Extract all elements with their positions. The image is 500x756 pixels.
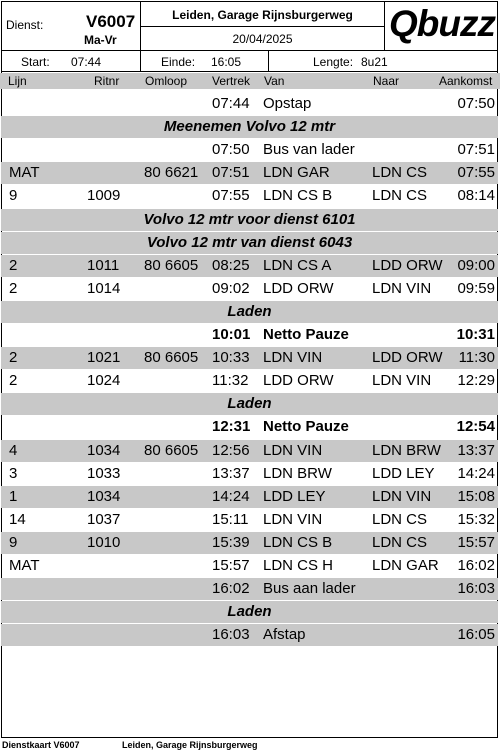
cell-aankomst: 10:31 — [456, 326, 495, 343]
table-row — [1, 162, 498, 184]
section-banner — [1, 601, 498, 623]
table-row — [1, 255, 498, 277]
info-row — [1, 51, 498, 71]
cell-vertrek: 15:11 — [212, 510, 249, 528]
cell-van: Bus van lader — [263, 141, 355, 159]
column-header-van: Van — [264, 74, 285, 88]
cell-aankomst: 07:50 — [457, 95, 495, 112]
cell-van: LDN VIN — [263, 510, 323, 528]
lengte-value: 8u21 — [361, 55, 388, 69]
section-banner — [1, 209, 498, 231]
cell-ritnr: 1009 — [87, 187, 121, 205]
cell-vertrek: 12:56 — [212, 441, 250, 459]
cell-van: Netto Pauze — [263, 326, 349, 343]
cell-aankomst: 11:30 — [458, 349, 495, 367]
table-row — [1, 532, 498, 554]
cell-ritnr: 1014 — [87, 279, 121, 297]
dienst-days: Ma-Vr — [84, 33, 117, 47]
table-row — [1, 93, 498, 115]
column-header-ritnr: Ritnr — [94, 74, 120, 88]
section-banner — [1, 393, 498, 415]
table-row — [1, 463, 498, 485]
table-row — [1, 347, 498, 369]
cell-omloop: 80 6621 — [144, 164, 199, 182]
cell-omloop: 80 6605 — [144, 441, 199, 459]
start-value: 07:44 — [71, 55, 102, 69]
column-header-lijn: Lijn — [8, 74, 27, 88]
divider — [140, 51, 141, 71]
date: 20/04/2025 — [232, 32, 293, 46]
footer-right: Leiden, Garage Rijnsburgerweg — [122, 740, 258, 750]
cell-aankomst: 07:51 — [457, 141, 495, 159]
column-header-naar: Naar — [373, 74, 400, 88]
cell-vertrek: 16:02 — [212, 580, 250, 598]
dienst-code: V6007 — [86, 12, 136, 31]
divider — [268, 51, 269, 71]
dienst-label: Dienst: — [6, 18, 44, 32]
cell-ritnr: 1021 — [87, 349, 121, 367]
location-title: Leiden, Garage Rijnsburgerweg — [172, 8, 353, 22]
table-row — [1, 324, 498, 346]
cell-lijn: 3 — [9, 464, 18, 482]
start-label: Start: — [21, 55, 50, 69]
column-header-aankomst: Aankomst — [439, 74, 493, 88]
cell-aankomst: 16:02 — [457, 557, 495, 574]
divider — [140, 26, 384, 27]
divider — [1, 71, 498, 72]
divider — [384, 1, 385, 50]
cell-lijn: 2 — [9, 349, 18, 367]
cell-vertrek: 14:24 — [212, 487, 250, 505]
cell-van: Afstap — [263, 626, 306, 644]
cell-aankomst: 16:03 — [457, 580, 495, 598]
cell-vertrek: 10:33 — [212, 349, 250, 367]
cell-lijn: 4 — [9, 441, 18, 459]
cell-van: Opstap — [263, 95, 312, 112]
table-row — [1, 370, 498, 392]
banner-text: Meenemen Volvo 12 mtr — [163, 118, 336, 136]
banner-text: Volvo 12 mtr voor dienst 6101 — [143, 210, 356, 228]
cell-naar: LDN CS — [372, 164, 428, 182]
cell-van: LDN VIN — [263, 349, 323, 367]
cell-van: LDN BRW — [263, 464, 332, 482]
column-header-omloop: Omloop — [145, 74, 188, 88]
cell-aankomst: 09:59 — [457, 279, 495, 297]
banner-text: Laden — [227, 302, 272, 320]
cell-van: LDN CS A — [263, 256, 332, 274]
table-row — [1, 624, 498, 646]
banner-text: Laden — [227, 603, 272, 621]
cell-naar: LDN GAR — [372, 557, 439, 574]
section-banner — [1, 301, 498, 323]
cell-aankomst: 16:05 — [457, 626, 495, 644]
cell-naar: LDD ORW — [372, 349, 443, 367]
cell-vertrek: 08:25 — [212, 256, 250, 274]
cell-van: LDN CS H — [263, 557, 334, 574]
cell-aankomst: 15:32 — [457, 510, 495, 528]
cell-van: LDD ORW — [263, 279, 334, 297]
cell-van: LDN CS B — [263, 187, 333, 205]
cell-aankomst: 14:24 — [457, 464, 495, 482]
table-row — [1, 555, 498, 577]
cell-lijn: 1 — [9, 487, 18, 505]
cell-naar: LDN BRW — [372, 441, 441, 459]
cell-lijn: 2 — [9, 256, 18, 274]
cell-naar: LDD ORW — [372, 256, 443, 274]
cell-van: LDD ORW — [263, 372, 334, 390]
cell-vertrek: 15:39 — [212, 533, 250, 551]
cell-van: Netto Pauze — [263, 418, 349, 436]
cell-aankomst: 12:54 — [456, 418, 495, 436]
cell-vertrek: 07:50 — [212, 141, 250, 159]
qbuzz-logo: Qbuzz — [389, 3, 495, 44]
cell-vertrek: 07:51 — [212, 164, 250, 182]
cell-aankomst: 08:14 — [457, 187, 495, 205]
table-row — [1, 509, 498, 531]
cell-van: Bus aan lader — [263, 580, 356, 598]
cell-aankomst: 15:57 — [457, 533, 495, 551]
cell-lijn: 2 — [9, 279, 18, 297]
cell-lijn: MAT — [9, 164, 40, 182]
table-row — [1, 578, 498, 600]
column-header-vertrek: Vertrek — [212, 74, 251, 88]
table-row — [1, 139, 498, 161]
cell-vertrek: 15:57 — [212, 557, 250, 574]
cell-lijn: 2 — [9, 372, 18, 390]
section-banner — [1, 116, 498, 138]
cell-naar: LDN VIN — [372, 372, 432, 390]
footer-left: Dienstkaart V6007 — [2, 740, 80, 750]
cell-omloop: 80 6605 — [144, 256, 199, 274]
cell-ritnr: 1024 — [87, 372, 121, 390]
cell-vertrek: 12:31 — [212, 418, 251, 436]
einde-value: 16:05 — [211, 55, 242, 69]
cell-vertrek: 09:02 — [212, 279, 250, 297]
cell-naar: LDN VIN — [372, 487, 432, 505]
cell-van: LDN VIN — [263, 441, 323, 459]
cell-ritnr: 1034 — [87, 441, 121, 459]
cell-ritnr: 1033 — [87, 464, 121, 482]
table-row — [1, 278, 498, 300]
cell-lijn: 9 — [9, 533, 18, 551]
section-banner — [1, 232, 498, 254]
cell-vertrek: 11:32 — [212, 372, 249, 390]
cell-ritnr: 1011 — [87, 256, 120, 274]
table-row — [1, 486, 498, 508]
table-row — [1, 416, 498, 438]
cell-aankomst: 13:37 — [457, 441, 495, 459]
cell-ritnr: 1037 — [87, 510, 121, 528]
cell-aankomst: 15:08 — [457, 487, 495, 505]
lengte-label: Lengte: — [313, 55, 354, 69]
cell-naar: LDD LEY — [372, 464, 435, 482]
cell-van: LDD LEY — [263, 487, 326, 505]
cell-vertrek: 07:44 — [212, 95, 250, 112]
cell-lijn: MAT — [9, 557, 40, 574]
cell-vertrek: 10:01 — [212, 326, 251, 343]
cell-vertrek: 13:37 — [212, 464, 250, 482]
banner-text: Volvo 12 mtr van dienst 6043 — [146, 233, 353, 251]
cell-naar: LDN CS — [372, 187, 428, 205]
cell-naar: LDN CS — [372, 533, 428, 551]
column-header-row — [0, 73, 500, 89]
cell-vertrek: 07:55 — [212, 187, 250, 205]
cell-naar: LDN VIN — [372, 279, 432, 297]
cell-van: LDN CS B — [263, 533, 333, 551]
table-row — [1, 185, 498, 207]
cell-naar: LDN CS — [372, 510, 428, 528]
einde-label: Einde: — [161, 55, 196, 69]
cell-aankomst: 07:55 — [457, 164, 495, 182]
cell-omloop: 80 6605 — [144, 349, 199, 367]
cell-lijn: 14 — [9, 510, 26, 528]
cell-aankomst: 12:29 — [457, 372, 495, 390]
cell-van: LDN GAR — [263, 164, 330, 182]
table-row — [1, 440, 498, 462]
banner-text: Laden — [227, 395, 272, 413]
cell-ritnr: 1034 — [87, 487, 121, 505]
cell-lijn: 9 — [9, 187, 18, 205]
cell-ritnr: 1010 — [87, 533, 121, 551]
cell-vertrek: 16:03 — [212, 626, 250, 644]
cell-aankomst: 09:00 — [457, 256, 495, 274]
